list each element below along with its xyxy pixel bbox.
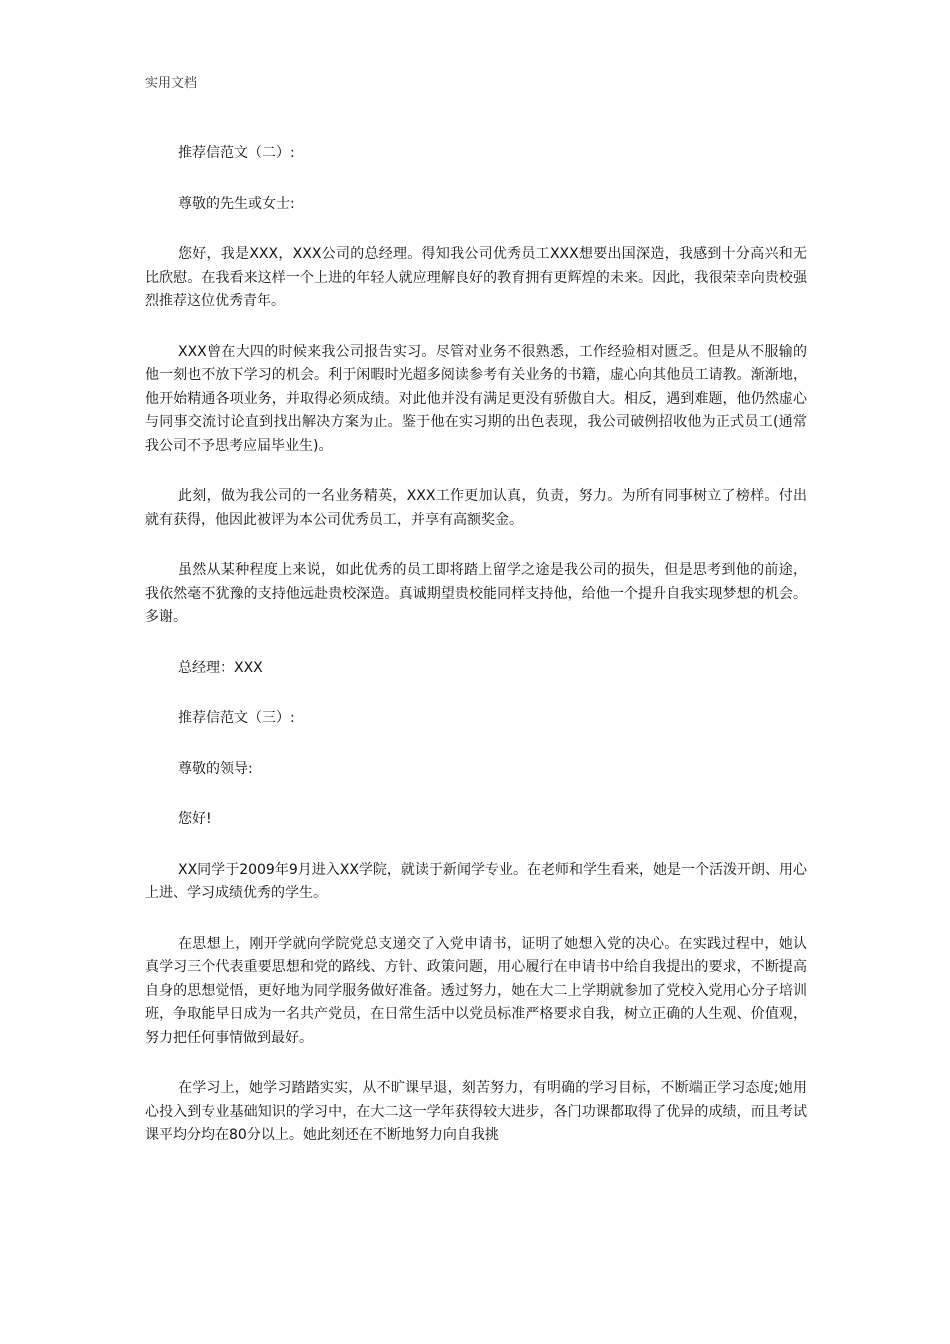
- paragraph-internship: XXX曾在大四的时候来我公司报告实习。尽管对业务不很熟悉，工作经验相对匮乏。但是从不服输的他一刻也不放下学习的机会。利于闲暇时光超多阅读参考有关业务的书籍，虚心向其他员工请教。渐渐地，他开始精通各项业务，并取得必须成绩。对此他并没有满足更没有骄傲自大。相反，遇到难题，他仍然虚心与同事交流讨论直到找出解决方案为止。鉴于他在实习期的出色表现，我公司破例招收他为正式员工(通常我公司不予思考应届毕业生)。: [145, 343, 807, 454]
- salutation-sir-madam: 尊敬的先生或女士:: [178, 195, 295, 212]
- greeting: 您好!: [178, 811, 212, 827]
- paragraph-study: 在学习上，她学习踏踏实实，从不旷课早退，刻苦努力，有明确的学习目标，不断端正学习态度;她用心投入到专业基础知识的学习中，在大二这一学年获得较大进步，各门功课都取得了优异的成绩，而且考试课平均分均在80分以上。她此刻还在不断地努力向自我挑: [145, 1080, 807, 1143]
- page-header: 实用文档: [145, 76, 198, 91]
- heading-letter-two: 推荐信范文（二）:: [178, 145, 295, 161]
- paragraph-ideology: 在思想上，刚开学就向学院党总支递交了入党申请书，证明了她想入党的决心。在实践过程中，她认真学习三个代表重要思想和党的路线、方针、政策问题，用心履行在申请书中给自我提出的要求，不断提高自身的思想觉悟，更好地为同学服务做好准备。透过努力，她在大二上学期就参加了党校入党用心分子培训班，争取能早日成为一名共产党员，在日常生活中以党员标准严格要求自我，树立正确的人生观、价值观，努力把任何事情做到最好。: [145, 935, 807, 1046]
- document-body: [145, 142, 807, 1175]
- paragraph-support: 虽然从某种程度上来说，如此优秀的员工即将踏上留学之途是我公司的损失，但是思考到他的前途，我依然毫不犹豫的支持他远赴贵校深造。真诚期望贵校能同样支持他，给他一个提升自我实现梦想的机会。多谢。: [145, 562, 807, 625]
- paragraph-student-intro: XX同学于2009年9月进入XX学院，就读于新闻学专业。在老师和学生看来，她是一个活泼开朗、用心上进、学习成绩优秀的学生。: [145, 861, 807, 901]
- signature-general-manager: 总经理：XXX: [178, 659, 263, 676]
- salutation-leader: 尊敬的领导:: [178, 760, 253, 777]
- paragraph-current-role: 此刻，做为我公司的一名业务精英，XXX工作更加认真，负责，努力。为所有同事树立了榜样。付出就有获得，他因此被评为本公司优秀员工，并享有高额奖金。: [145, 488, 807, 528]
- paragraph-intro: 您好，我是XXX，XXX公司的总经理。得知我公司优秀员工XXX想要出国深造，我感到十分高兴和无比欣慰。在我看来这样一个上进的年轻人就应理解良好的教育拥有更辉煌的未来。因此，我很荣幸向贵校强烈推荐这位优秀青年。: [145, 246, 807, 309]
- heading-letter-three: 推荐信范文（三）:: [178, 710, 295, 726]
